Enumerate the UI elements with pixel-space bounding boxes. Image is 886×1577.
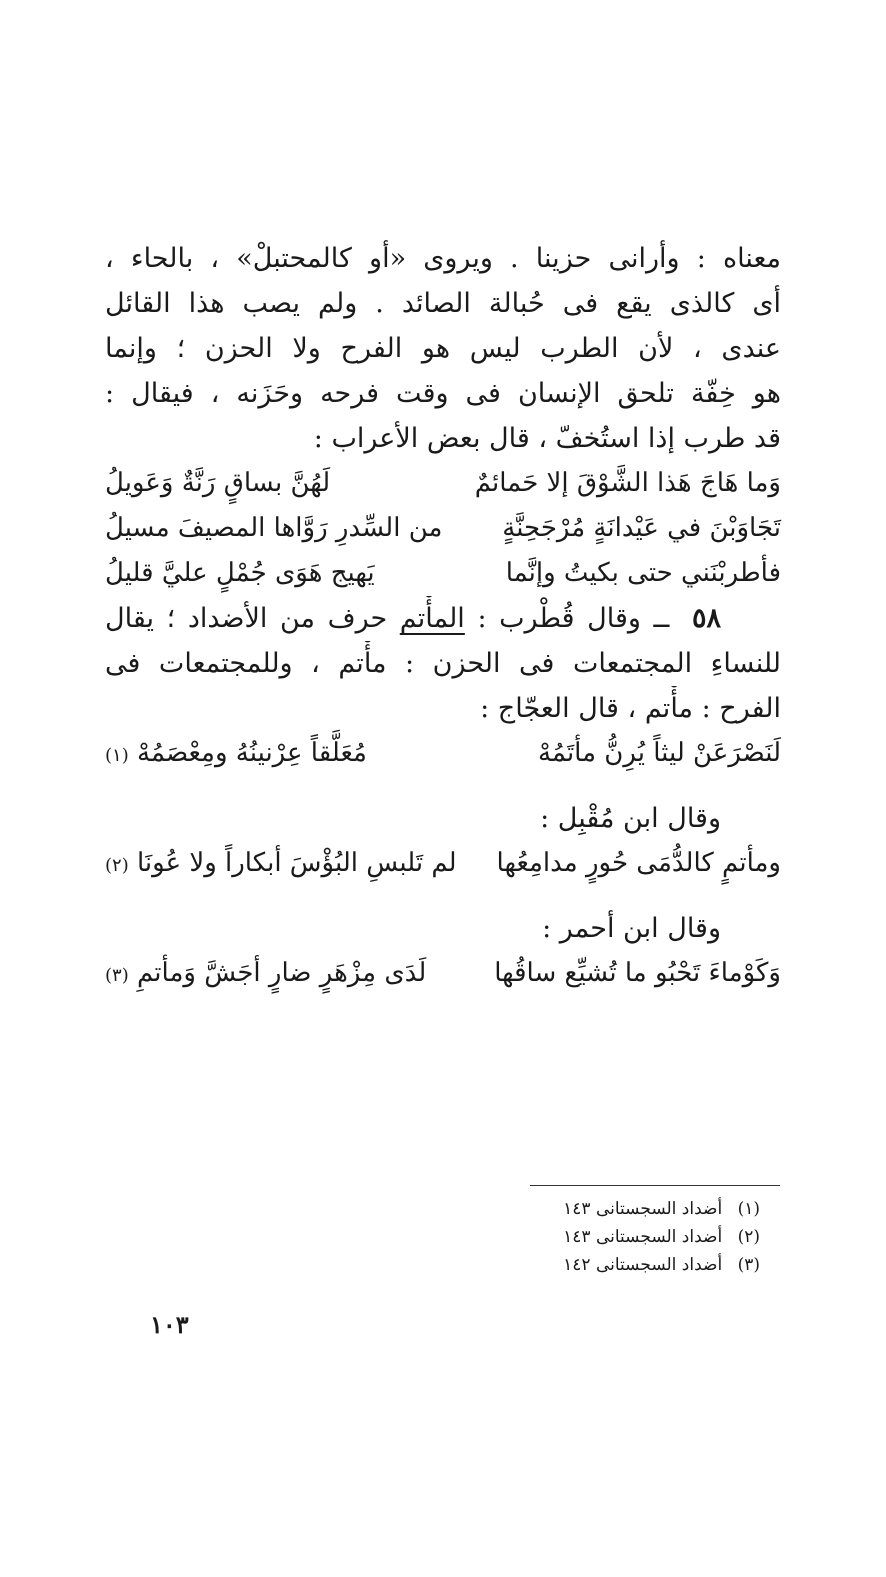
footnote-reference: (٢) (105, 855, 129, 876)
footnote (530, 1223, 760, 1251)
section-rest: حرف من الأضداد ؛ يقال (105, 603, 388, 634)
footnote-mark: (٢) (737, 1227, 760, 1247)
section-keyword: المأْتم (399, 603, 465, 634)
footnote-text: أضداد السجستانى ١٤٢ (563, 1255, 723, 1275)
verse-hemistich: وَما هَاجَ هَذا الشَّوْقَ إلا حَمائمٌ (474, 468, 781, 498)
verse-hemistich: يَهيج هَوَى جُمْلٍ عليَّ قليلُ (105, 558, 375, 588)
footnote-divider (530, 1185, 780, 1186)
verse-hemistich: من السِّدرِ رَوَّاها المصيفَ مسيلُ (105, 513, 443, 543)
main-text (105, 236, 781, 996)
verse-line (105, 841, 781, 886)
verse-hemistich: ومأتمٍ كالدُّمَى حُورٍ مدامِعُها (496, 848, 781, 878)
footnote-text: أضداد السجستانى ١٤٣ (563, 1227, 723, 1247)
verse-hemistich-text: لم تَلبسِ البُؤْسَ أبكاراً ولا عُونَا (137, 848, 457, 878)
verse-hemistich: وَكَوْماءَ تَحْبُو ما تُشيِّع ساقُها (494, 958, 781, 988)
body-line: عندى ، لأن الطرب ليس هو الفرح ولا الحزن ؛ وإنما (105, 333, 781, 364)
verse-hemistich-text: مُعَلَّقاً عِرْنينُهُ ومِعْصَمُهْ (137, 738, 367, 768)
verse-intro: وقال ابن أحمر : (542, 913, 721, 944)
verse-line (105, 551, 781, 596)
verse-intro: وقال ابن مُقْبِل : (540, 803, 721, 834)
verse-hemistich (105, 731, 367, 776)
footnote-mark: (٣) (737, 1255, 760, 1275)
footnotes (530, 1195, 760, 1279)
footnote (530, 1251, 760, 1279)
page-number: ١٠٣ (150, 1310, 189, 1339)
footnote-text: أضداد السجستانى ١٤٣ (563, 1199, 723, 1219)
verse-line (105, 506, 781, 551)
footnote-mark: (١) (737, 1199, 760, 1219)
verse-hemistich-text: لَدَى مِزْهَرٍ ضارٍ أجَشَّ وَمأتمِ (137, 958, 427, 988)
verse-hemistich (105, 841, 457, 886)
verse-hemistich: لَنَصْرَعَنْ ليثاً يُرِنُّ مأتَمُهْ (537, 738, 781, 768)
verse-hemistich: لَهُنَّ بساقٍ رَنَّةٌ وَعَويلُ (105, 468, 331, 498)
verse-hemistich (105, 951, 426, 996)
verse-line (105, 461, 781, 506)
verse-hemistich: فأطربْنَني حتى بكيتُ وإنَّما (505, 558, 781, 588)
body-line: قد طرب إذا استُخفّ ، قال بعض الأعراب : (313, 423, 781, 454)
footnote (530, 1195, 760, 1223)
body-line: هو خِفّة تلحق الإنسان فى وقت فرحه وحَزَنه ، فيقال : (105, 378, 781, 409)
body-line: أى كالذى يقع فى حُبالة الصائد . ولم يصب هذا القائل (105, 288, 781, 319)
footnote-reference: (٣) (105, 965, 129, 986)
section-intro: ــ وقال قُطْرب : (477, 603, 670, 634)
verse-line (105, 731, 781, 776)
section-heading-line (105, 596, 781, 641)
section-number: ٥٨ (691, 603, 721, 634)
verse-hemistich: تَجَاوَبْنَ في عَيْدانَةٍ مُرْجَحِنَّةٍ (502, 513, 781, 543)
verse-line (105, 951, 781, 996)
footnote-reference: (١) (105, 745, 129, 766)
body-line: معناه : وأرانى حزينا . ويروى «أو كالمحتبلْ» ، بالحاء ، (105, 243, 781, 274)
body-line: الفرح : مأْتم ، قال العجّاج : (480, 693, 781, 724)
body-line: للنساءِ المجتمعات فى الحزن : مأْتم ، وللمجتمعات فى (105, 648, 781, 679)
